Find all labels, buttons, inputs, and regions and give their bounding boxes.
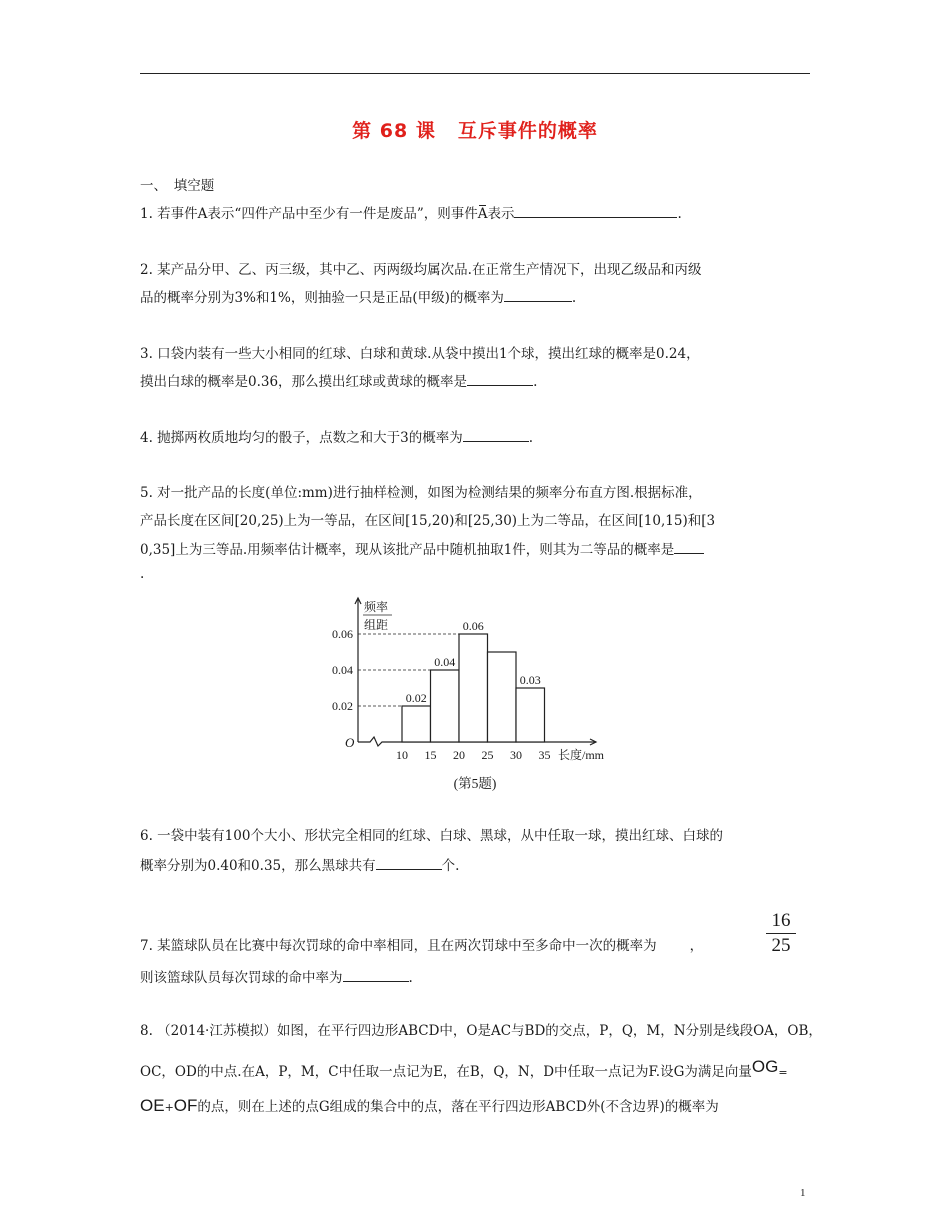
q3-text: 摸出白球的概率是0.36，那么摸出红球或黄球的概率是 [140, 374, 468, 390]
lesson-number: 第 68 课 [352, 120, 436, 142]
vector-og: OG [751, 1057, 779, 1076]
x-tick-label: 20 [453, 748, 465, 762]
q8-plus: + [164, 1101, 174, 1114]
vector-oe: OE [140, 1096, 165, 1115]
histogram-bar [402, 706, 431, 742]
q8-text-2: OC，OD的中点.在A，P，M，C中任取一点记为E，在B，Q，N，D中任取一点记为F.设G为满足向量 [140, 1064, 752, 1080]
fraction-denominator: 25 [771, 935, 791, 956]
answer-blank[interactable] [463, 427, 529, 442]
x-tick-label: 25 [481, 748, 494, 762]
answer-blank[interactable] [376, 855, 442, 870]
q1-text-a: 1. 若事件A表示“四件产品中至少有一件是废品”，则事件 [140, 206, 478, 222]
fraction-bar [766, 933, 796, 934]
q3-end: . [533, 374, 538, 390]
question-3-line-2 [140, 371, 820, 392]
question-7-line-2 [140, 967, 820, 988]
x-tick-label: 10 [396, 748, 408, 762]
q2-text: 品的概率分别为3%和1%，则抽验一只是正品(甲级)的概率为 [140, 290, 504, 306]
question-5-line-3 [140, 539, 820, 560]
y-tick-label: 0.02 [332, 699, 353, 713]
q1-end: . [677, 206, 682, 222]
histogram-bar [431, 670, 460, 742]
answer-blank[interactable] [514, 203, 677, 218]
page-title [0, 116, 950, 143]
lesson-topic: 互斥事件的概率 [457, 120, 598, 142]
q4-text: 4. 抛掷两枚质地均匀的骰子，点数之和大于3的概率为 [140, 430, 463, 446]
y-label-denominator: 组距 [364, 618, 389, 632]
question-5-line-2: 产品长度在区间[20,25)上为一等品，在区间[15,20)和[25,30)上为二等品，在区间[10,15)和[3 [140, 513, 716, 529]
question-7-line-1 [140, 936, 820, 956]
x-tick-label: 35 [538, 748, 551, 762]
q2-end: . [571, 290, 577, 306]
q7-text-2: 则该篮球队员每次罚球的命中率为 [140, 970, 343, 986]
answer-blank[interactable] [504, 287, 572, 302]
question-1 [140, 203, 820, 224]
frequency-histogram [318, 590, 628, 770]
question-6-line-1: 6. 一袋中装有100个大小、形状完全相同的红球、白球、黑球，从中任取一球，摸出红球、白球的 [140, 828, 723, 844]
bar-value-label: 0.02 [405, 691, 427, 705]
top-rule [140, 73, 810, 74]
vector-of: OF [173, 1096, 198, 1115]
section-heading: 一、 填空题 [140, 178, 215, 194]
question-8-line-2 [140, 1057, 820, 1083]
answer-blank[interactable] [467, 371, 533, 386]
q7-text-1: 7. 某篮球队员在比赛中每次罚球的命中率相同，且在两次罚球中至多命中一次的概率为 [140, 938, 657, 954]
question-8-line-3 [140, 1096, 820, 1118]
q6-text: 概率分别为0.40和0.35，那么黑球共有 [140, 858, 376, 874]
x-axis-label: 长度/mm [558, 748, 605, 762]
answer-blank[interactable] [343, 967, 409, 982]
question-6-line-2 [140, 855, 820, 876]
answer-blank[interactable] [674, 539, 704, 554]
origin-label: O [345, 735, 355, 750]
y-label-numerator: 频率 [364, 600, 389, 614]
q8-text-3: 的点，则在上述的点G组成的集合中的点，落在平行四边形ABCD外(不含边界)的概率为 [197, 1099, 719, 1115]
bar-value-label: 0.06 [462, 619, 484, 633]
a-complement: A [477, 206, 488, 222]
bar-value-label: 0.03 [519, 673, 541, 687]
question-8-line-1: 8. （2014·江苏模拟）如图，在平行四边形ABCD中，O是AC与BD的交点，P，Q，M，N分别是线段OA，OB， [140, 1023, 822, 1039]
fraction-numerator: 16 [771, 910, 791, 931]
q8-equals: = [778, 1066, 788, 1079]
q7-comma: ， [689, 938, 704, 954]
q4-end: . [528, 430, 534, 446]
question-2-line-1: 2. 某产品分甲、乙、丙三级，其中乙、丙两级均属次品.在正常生产情况下，出现乙级品和丙级 [140, 262, 702, 278]
question-5-line-1: 5. 对一批产品的长度(单位:mm)进行抽样检测，如图为检测结果的频率分布直方图.根据标准， [140, 485, 702, 501]
x-tick-label: 15 [424, 748, 437, 762]
y-tick-label: 0.06 [332, 627, 353, 641]
q6-end: 个. [441, 858, 460, 874]
page-number: 1 [800, 1187, 806, 1199]
question-4 [140, 427, 820, 448]
y-tick-label: 0.04 [332, 663, 353, 677]
histogram-bar [516, 688, 545, 742]
question-3-line-1: 3. 口袋内装有一些大小相同的红球、白球和黄球.从袋中摸出1个球，摸出红球的概率是0.24， [140, 346, 700, 362]
histogram-bar [488, 652, 517, 742]
question-2-line-2 [140, 287, 820, 308]
bar-value-label: 0.04 [434, 655, 456, 669]
question-5-line-4: . [140, 566, 145, 582]
q7-end: . [408, 970, 413, 986]
q1-text-b: 表示 [487, 206, 515, 222]
q5-text: 0,35]上为三等品.用频率估计概率，现从该批产品中随机抽取1件，则其为二等品的概率是 [140, 542, 675, 558]
histogram-bar [459, 634, 488, 742]
figure-caption: (第5题) [453, 776, 497, 791]
x-tick-label: 30 [510, 748, 522, 762]
